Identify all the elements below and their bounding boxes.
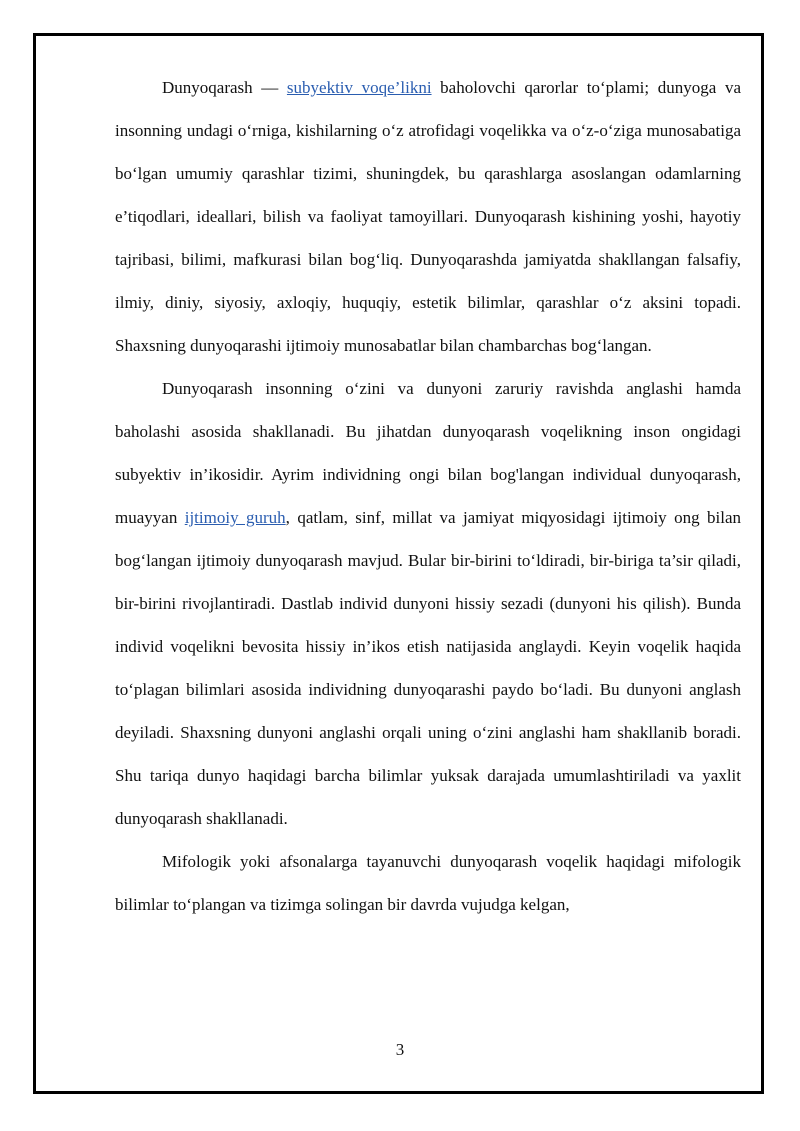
link-subyektiv-voqelik[interactable]: subyektiv voqe’likni [286,78,432,97]
link-ijtimoiy-guruh[interactable]: ijtimoiy guruh [184,508,286,527]
document-body [115,66,741,926]
paragraph-2-text-rest: , qatlam, sinf, millat va jamiyat miqyosidagi ijtimoiy ong bilan bog‘langan ijtimoiy dunyoqarash mavjud. Bular bir-birini to‘ldiradi, bir-biriga ta’sir qiladi, bir-birini rivojlantiradi. Dastlab individ dunyoni hissiy sezadi (dunyoni his qilish). Bunda individ voqelikni bevosita hissiy in’ikos etish natijasida anglaydi. Keyin voqelik haqida to‘plagan bilimlari asosida individning dunyoqarashi paydo bo‘ladi. Bu dunyoni anglash deyiladi. Shaxsning dunyoni anglashi orqali uning o‘zini anglashi ham shakllanib boradi. Shu tariqa dunyo haqidagi barcha bilimlar yuksak darajada umumlashtiriladi va yaxlit dunyoqarash shakllanadi. [115,508,741,828]
paragraph-1-text-start: Dunyoqarash — [162,78,287,97]
paragraph-2 [115,367,741,840]
page-number: 3 [395,1040,405,1059]
paragraph-2-text-start: Dunyoqarash insonning o‘zini va dunyoni zaruriy ravishda anglashi hamda baholashi asosida shakllanadi. Bu jihatdan dunyoqarash voqelikning inson ongidagi subyektiv in’ikosidir. Ayrim individning ongi bilan bog'langan individual dunyoqarash, muayyan [115,379,741,527]
paragraph-1 [115,66,741,367]
paragraph-3: Mifologik yoki afsonalarga tayanuvchi dunyoqarash voqelik haqidagi mifologik bilimlar to‘plangan va tizimga solingan bir davrda vujudga kelgan, [115,852,741,914]
paragraph-1-text-rest: baholovchi qarorlar to‘plami; dunyoga va insonning undagi o‘rniga, kishilarning o‘z atrofidagi voqelikka va o‘z-o‘ziga munosabatiga bo‘lgan umumiy qarashlar tizimi, shuningdek, bu qarashlarga asoslangan odamlarning e’tiqodlari, ideallari, bilish va faoliyat tamoyillari. Dunyoqarash kishining yoshi, hayotiy tajribasi, bilimi, mafkurasi bilan bog‘liq. Dunyoqarashda jamiyatda shakllangan falsafiy, ilmiy, diniy, siyosiy, axloqiy, huquqiy, estetik bilimlar, qarashlar o‘z aksini topadi. Shaxsning dunyoqarashi ijtimoiy munosabatlar bilan chambarchas bog‘langan. [115,78,741,355]
